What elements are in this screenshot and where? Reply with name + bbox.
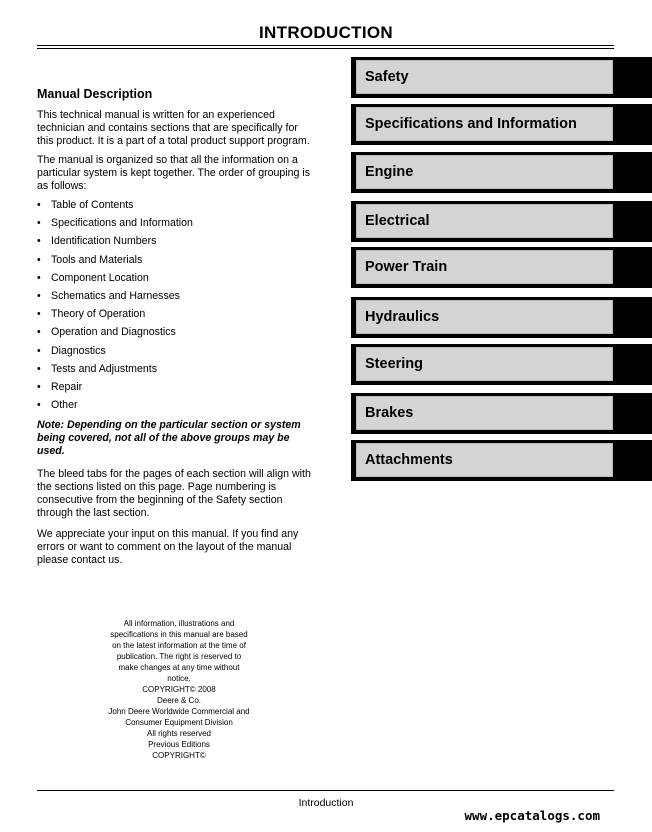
- tab-label: Specifications and Information: [365, 116, 577, 132]
- copyright-line: on the latest information at the time of: [112, 641, 246, 650]
- list-item: • Theory of Operation: [37, 308, 317, 326]
- tab-engine[interactable]: [351, 152, 652, 193]
- copyright-line: specifications in this manual are based: [110, 630, 248, 639]
- tab-steering[interactable]: [351, 344, 652, 385]
- footer-divider: [37, 790, 614, 791]
- copyright-line: make changes at any time without: [118, 663, 240, 672]
- tab-label: Attachments: [365, 452, 453, 468]
- group-list: [37, 199, 317, 417]
- list-item: • Repair: [37, 381, 317, 399]
- grouping-paragraph: The manual is organized so that all the information on a particular system is kept together. The order of grouping is as follows:: [37, 154, 311, 192]
- list-item: • Tests and Adjustments: [37, 363, 317, 381]
- footer-label: Introduction: [298, 797, 354, 809]
- copyright-line: Deere & Co.: [156, 696, 202, 705]
- tab-label: Steering: [365, 356, 424, 372]
- copyright-notice: [93, 618, 265, 761]
- title-divider: [37, 45, 614, 49]
- list-item: • Specifications and Information: [37, 217, 317, 235]
- copyright-line: Consumer Equipment Division: [125, 718, 233, 727]
- list-item: • Table of Contents: [37, 199, 317, 217]
- list-item: • Diagnostics: [37, 345, 317, 363]
- section-heading: Manual Description: [37, 87, 153, 101]
- copyright-line: notice.: [167, 674, 191, 683]
- copyright-line: Previous Editions: [148, 740, 210, 749]
- copyright-line: publication. The right is reserved to: [116, 652, 242, 661]
- tab-label: Electrical: [365, 213, 430, 229]
- tab-label: Brakes: [365, 405, 414, 421]
- list-item: • Component Location: [37, 272, 317, 290]
- list-item: • Schematics and Harnesses: [37, 290, 317, 308]
- copyright-line: COPYRIGHT©: [152, 751, 206, 760]
- tab-label: Safety: [365, 69, 409, 85]
- page-title: INTRODUCTION: [259, 23, 393, 42]
- watermark-text: www.epcatalogs.com: [464, 808, 600, 823]
- list-item: • Other: [37, 399, 317, 417]
- copyright-line: COPYRIGHT© 2008: [142, 685, 216, 694]
- tab-hydraulics[interactable]: [351, 297, 652, 338]
- list-item: • Operation and Diagnostics: [37, 326, 317, 344]
- tab-electrical[interactable]: [351, 201, 652, 242]
- tab-label: Hydraulics: [365, 309, 440, 325]
- copyright-line: All rights reserved: [146, 729, 212, 738]
- note-text: Note: Depending on the particular section or system being covered, not all of the above groups may be used.: [37, 419, 301, 458]
- list-item: • Tools and Materials: [37, 254, 317, 272]
- list-item: • Identification Numbers: [37, 235, 317, 253]
- copyright-line: All information, illustrations and: [123, 619, 235, 628]
- tab-specifications[interactable]: [351, 104, 652, 145]
- tab-label: Engine: [365, 164, 414, 180]
- manual-description-section: [37, 88, 317, 575]
- tab-power-train[interactable]: [351, 247, 652, 288]
- tab-attachments[interactable]: [351, 440, 652, 481]
- intro-paragraph: This technical manual is written for an experienced technician and contains sections that are specifically for this product. It is a part of a total product support program.: [37, 109, 310, 147]
- copyright-line: John Deere Worldwide Commercial and: [108, 707, 250, 716]
- bleed-tabs-paragraph: The bleed tabs for the pages of each section will align with the sections listed on this page. Page numbering is consecutive from the beginning of the Safety section through the last section.: [37, 468, 311, 520]
- tab-label: Power Train: [365, 259, 448, 275]
- feedback-paragraph: We appreciate your input on this manual. If you find any errors or want to comment on the layout of the manual please contact us.: [37, 528, 299, 567]
- tab-brakes[interactable]: [351, 393, 652, 434]
- tab-safety[interactable]: [351, 57, 652, 98]
